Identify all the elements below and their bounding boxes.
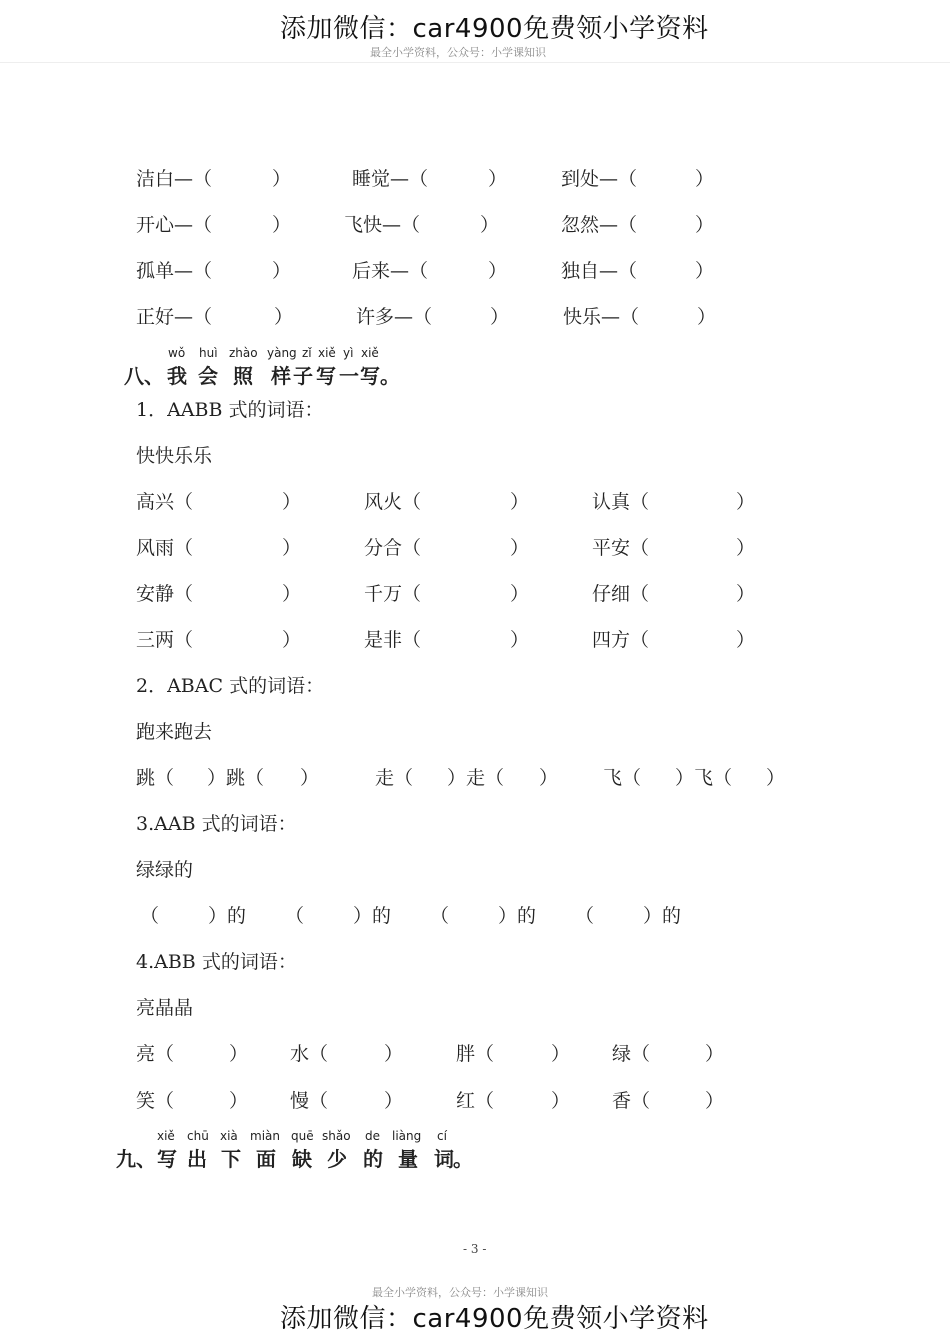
heading-char: 出 bbox=[187, 1147, 207, 1171]
exercise-close: ） bbox=[510, 491, 530, 513]
exercise-word: 亮（ bbox=[136, 1043, 175, 1065]
antonym-word: 正好—（ bbox=[136, 306, 213, 328]
section-number: 九、 bbox=[116, 1147, 156, 1171]
antonym-close: ） bbox=[695, 214, 715, 236]
antonym-word: 开心—（ bbox=[136, 214, 213, 236]
antonym-word: 独自—（ bbox=[561, 260, 638, 282]
heading-char: 样 bbox=[271, 364, 291, 388]
antonym-close: ） bbox=[272, 260, 292, 282]
pinyin: xià bbox=[220, 1129, 238, 1143]
exercise-word: 仔细（ bbox=[592, 583, 650, 605]
antonym-word: 洁白—（ bbox=[136, 168, 213, 190]
exercise-item: ）的 bbox=[208, 905, 247, 927]
antonym-close: ） bbox=[274, 306, 294, 328]
pinyin: miàn bbox=[250, 1129, 280, 1143]
aabb-title: 1．AABB 式的词语： bbox=[136, 399, 324, 421]
exercise-word: 胖（ bbox=[456, 1043, 495, 1065]
exercise-close: ） bbox=[510, 583, 530, 605]
exercise-word: 风火（ bbox=[364, 491, 422, 513]
exercise-close: ） bbox=[510, 629, 530, 651]
exercise-close: ） bbox=[282, 583, 302, 605]
exercise-word: 水（ bbox=[290, 1043, 329, 1065]
pinyin: xiě bbox=[361, 346, 379, 360]
exercise-item: ）的 bbox=[643, 905, 682, 927]
exercise-close: ） bbox=[705, 1090, 725, 1112]
heading-char: 照 bbox=[233, 364, 253, 388]
heading-char: 缺 bbox=[292, 1147, 312, 1171]
pinyin: yì bbox=[343, 346, 354, 360]
exercise-item: （ bbox=[140, 905, 160, 927]
antonym-close: ） bbox=[272, 168, 292, 190]
exercise-item: ） bbox=[766, 767, 786, 789]
exercise-word: 千万（ bbox=[364, 583, 422, 605]
pinyin: zhào bbox=[229, 346, 258, 360]
heading-char: 。 bbox=[453, 1147, 473, 1171]
heading-char: 一 bbox=[339, 364, 359, 388]
exercise-close: ） bbox=[736, 629, 756, 651]
pinyin: xiě bbox=[157, 1129, 175, 1143]
heading-char: 子 bbox=[293, 364, 313, 388]
antonym-word: 睡觉—（ bbox=[352, 168, 429, 190]
top-banner: 添加微信：car4900免费领小学资料 bbox=[280, 14, 709, 44]
pinyin: yàng bbox=[267, 346, 297, 360]
heading-char: 写 bbox=[360, 364, 380, 388]
exercise-item: 跳（ bbox=[136, 767, 175, 789]
exercise-word: 红（ bbox=[456, 1090, 495, 1112]
exercise-item: ）跳（ bbox=[207, 767, 265, 789]
antonym-close: ） bbox=[697, 306, 717, 328]
exercise-close: ） bbox=[736, 537, 756, 559]
exercise-close: ） bbox=[510, 537, 530, 559]
exercise-close: ） bbox=[282, 629, 302, 651]
exercise-word: 笑（ bbox=[136, 1090, 175, 1112]
antonym-close: ） bbox=[488, 260, 508, 282]
antonym-word: 许多—（ bbox=[356, 306, 433, 328]
exercise-item: （ bbox=[430, 905, 450, 927]
abac-example: 跑来跑去 bbox=[136, 721, 213, 743]
antonym-word: 孤单—（ bbox=[136, 260, 213, 282]
aabb-example: 快快乐乐 bbox=[136, 445, 213, 467]
exercise-word: 慢（ bbox=[290, 1090, 329, 1112]
exercise-word: 是非（ bbox=[364, 629, 422, 651]
exercise-word: 四方（ bbox=[592, 629, 650, 651]
exercise-close: ） bbox=[229, 1043, 249, 1065]
exercise-close: ） bbox=[736, 583, 756, 605]
heading-char: 。 bbox=[380, 364, 400, 388]
exercise-item: （ bbox=[575, 905, 595, 927]
exercise-close: ） bbox=[551, 1043, 571, 1065]
heading-char: 词 bbox=[434, 1147, 454, 1171]
pinyin: wǒ bbox=[168, 346, 186, 360]
exercise-item: ）飞（ bbox=[675, 767, 733, 789]
aab-title: 3.AAB 式的词语： bbox=[136, 813, 297, 835]
antonym-word: 到处—（ bbox=[561, 168, 638, 190]
exercise-close: ） bbox=[736, 491, 756, 513]
heading-char: 写 bbox=[316, 364, 336, 388]
antonym-close: ） bbox=[695, 260, 715, 282]
footer-faint-text: 最全小学资料，公众号：小学课知识 bbox=[372, 1286, 548, 1299]
exercise-word: 认真（ bbox=[592, 491, 650, 513]
heading-char: 写 bbox=[157, 1147, 177, 1171]
pinyin: zǐ bbox=[302, 346, 312, 360]
abb-title: 4.ABB 式的词语： bbox=[136, 951, 297, 973]
exercise-word: 绿（ bbox=[612, 1043, 651, 1065]
antonym-close: ） bbox=[480, 214, 500, 236]
pinyin: cí bbox=[437, 1129, 447, 1143]
heading-char: 的 bbox=[363, 1147, 383, 1171]
antonym-close: ） bbox=[695, 168, 715, 190]
bottom-banner: 添加微信：car4900免费领小学资料 bbox=[280, 1304, 709, 1334]
pinyin: de bbox=[365, 1129, 380, 1143]
abac-title: 2．ABAC 式的词语： bbox=[136, 675, 325, 697]
exercise-item: ） bbox=[539, 767, 559, 789]
header-faint-text: 最全小学资料，公众号：小学课知识 bbox=[370, 46, 546, 59]
antonym-word: 飞快—（ bbox=[344, 214, 421, 236]
exercise-item: （ bbox=[285, 905, 305, 927]
antonym-word: 快乐—（ bbox=[563, 306, 640, 328]
exercise-word: 香（ bbox=[612, 1090, 651, 1112]
section-number: 八、 bbox=[124, 364, 164, 388]
abb-example: 亮晶晶 bbox=[136, 997, 194, 1019]
exercise-item: ）走（ bbox=[447, 767, 505, 789]
exercise-close: ） bbox=[384, 1043, 404, 1065]
page-number: - 3 - bbox=[463, 1242, 487, 1256]
exercise-close: ） bbox=[705, 1043, 725, 1065]
exercise-close: ） bbox=[229, 1090, 249, 1112]
exercise-word: 风雨（ bbox=[136, 537, 194, 559]
antonym-word: 后来—（ bbox=[352, 260, 429, 282]
aab-example: 绿绿的 bbox=[136, 859, 194, 881]
heading-char: 下 bbox=[221, 1147, 241, 1171]
pinyin: xiě bbox=[318, 346, 336, 360]
pinyin: chū bbox=[187, 1129, 209, 1143]
heading-char: 量 bbox=[398, 1147, 418, 1171]
exercise-word: 安静（ bbox=[136, 583, 194, 605]
exercise-item: 走（ bbox=[375, 767, 414, 789]
exercise-item: ）的 bbox=[353, 905, 392, 927]
heading-char: 少 bbox=[327, 1147, 347, 1171]
antonym-close: ） bbox=[490, 306, 510, 328]
pinyin: liàng bbox=[392, 1129, 422, 1143]
exercise-item: ）的 bbox=[498, 905, 537, 927]
exercise-close: ） bbox=[551, 1090, 571, 1112]
exercise-item: 飞（ bbox=[603, 767, 642, 789]
pinyin: huì bbox=[199, 346, 218, 360]
antonym-close: ） bbox=[272, 214, 292, 236]
heading-char: 会 bbox=[198, 364, 218, 388]
heading-char: 我 bbox=[167, 364, 187, 388]
antonym-word: 忽然—（ bbox=[561, 214, 638, 236]
exercise-word: 三两（ bbox=[136, 629, 194, 651]
antonym-close: ） bbox=[488, 168, 508, 190]
exercise-close: ） bbox=[282, 491, 302, 513]
exercise-word: 高兴（ bbox=[136, 491, 194, 513]
exercise-close: ） bbox=[384, 1090, 404, 1112]
exercise-word: 平安（ bbox=[592, 537, 650, 559]
exercise-item: ） bbox=[300, 767, 320, 789]
heading-char: 面 bbox=[256, 1147, 276, 1171]
exercise-close: ） bbox=[282, 537, 302, 559]
pinyin: shǎo bbox=[322, 1129, 351, 1143]
exercise-word: 分合（ bbox=[364, 537, 422, 559]
pinyin: quē bbox=[291, 1129, 314, 1143]
